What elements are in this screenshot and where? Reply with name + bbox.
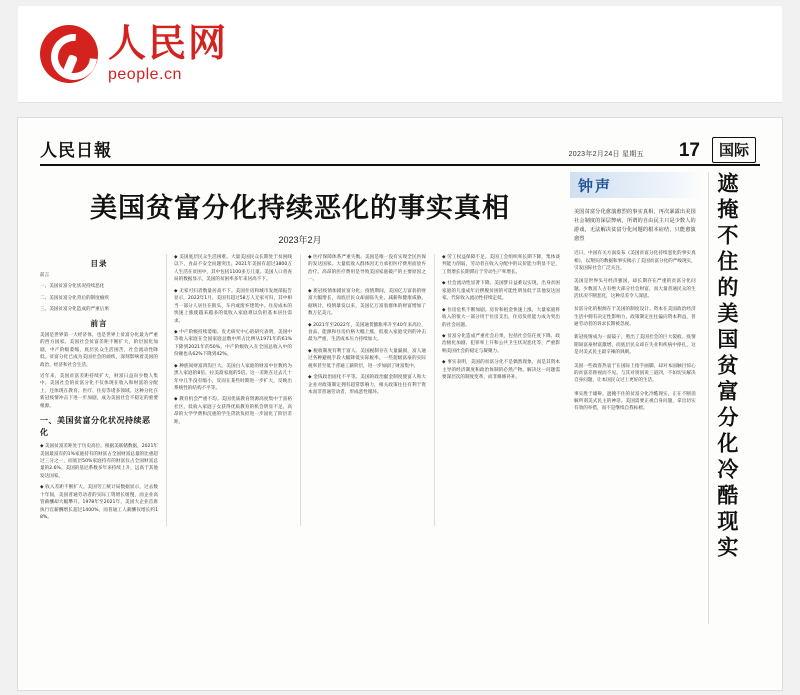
masthead-title: 人民日報 [40, 141, 112, 161]
article-paragraph: ◆ 美国贫富差距处于历史高位。根据美联储数据，2021年美国最富有的1%家庭持有的财富占全国财富总量的比重超过三分之一，而底层50%家庭持有的财富仅占全国财富总量的2.6%。美国的基尼系数多年来持续上升，远高于其他发达国家。 [40, 444, 158, 479]
article-subhead: 2023年2月 [278, 235, 322, 245]
masthead-section-name: 国际 [712, 137, 756, 163]
article-paragraph: ◆ 种族间财富鸿沟巨大。美国白人家庭的财富中位数约为黑人家庭的8倍、拉美裔家庭的5倍。这一差距在过去几十年中几乎没有缩小，反而在某些时期进一步扩大，反映出系统性的结构不平等。 [174, 363, 292, 391]
main-article [40, 172, 560, 624]
article-paragraph: 近年来，美国贫富差距持续扩大，财富日益向少数人集中。美国社会的贫富分化不仅体现在收入和财富的分配上，还体现在教育、医疗、住房等诸多领域。这种分化在新冠疫情冲击下进一步加剧，成为美国社会不稳定的重要根源。 [40, 373, 158, 409]
commentary-paragraph: 事实胜于雄辩。遮掩不住的贫富分化冷酷现实，正在不断消解所谓美式民主的神话。美国需要正视自身问题，拿出切实有效的举措，而不是继续自我标榜。 [574, 391, 696, 412]
article-paragraph: ◆ 事实表明，美国的贫富分化不是偶然现象，而是其资本主导的经济制度和政治体制的必然产物。解决这一问题需要深层次的制度变革，而非修修补补。 [442, 360, 560, 381]
article-paragraph: ◆ 无家可归者数量居高不下。美国住房和城市发展部报告显示，2022年1月，美国有超过58万人无家可归，其中相当一部分人居住在街头、车内或废弃建筑中。住房成本的快速上涨使越来越多的低收入家庭难以负担基本居住需求。 [174, 288, 292, 324]
site-header [18, 6, 782, 103]
article-paragraph: ◆ 贫富分化造成严重社会后果，包括社会信任度下降、政治极化加剧、犯罪率上升和公共卫生状况恶化等，严重影响美国社会的稳定与凝聚力。 [442, 333, 560, 354]
commentary-column [570, 172, 702, 624]
section-title: 一、美国贫富分化状况持续恶化 [40, 416, 151, 438]
toc-label: 目录 [90, 259, 108, 268]
article-column [434, 254, 560, 526]
article-paragraph: ◆ 住房危机不断加剧。房价和租金快速上涨，大量家庭将收入的很大一部分用于住房支出，住房负担能力成为突出的社会问题。 [442, 307, 560, 328]
article-paragraph: ◆ 教育机会严重不均。美国优质教育资源高度集中于富裕社区，低收入家庭子女获得优质教育的机会明显不足。高昂的大学学费和沉重的学生贷款负担进一步固化了阶层差距。 [174, 397, 292, 425]
commentary-vertical-title-text: 遮掩不住的美国贫富分化冷酷现实 [714, 172, 739, 562]
article-paragraph: ◆ 医疗保障体系严重失衡。美国是唯一没有实现全民医保的发达国家。大量低收入群体因无力承担医疗费用而放弃治疗。高昂的医疗费用是导致美国家庭破产的主要原因之一。 [308, 255, 426, 283]
article-paragraph: ◆ 美国底层民众生活困难。大量美国民众长期处于贫困线以下，食品不安全问题突出。2021年美国有超过3800万人生活在贫困中，其中包括1100多万儿童。美国人口普查局的数据显示，美国的贫困率多年来居高不下。 [174, 255, 292, 283]
commentary-lead: 美国贫富分化愈演愈烈的事实真相，再次暴露出美国社会制度的深层弊病，所谓的自由民主只是少数人的游戏，无法解决贫富分化问题的根本症结，只能愈演愈烈 [574, 209, 696, 243]
toc-item: 三、美国贫富分化造成的严重后果 [40, 307, 109, 313]
commentary-banner-label: 钟声 [578, 176, 613, 195]
commentary-paragraph: 美国是世界头号经济强国，却长期存在严重的贫富分化问题。少数富人占有绝大部分社会财富，而大量普通民众的生活状况不断恶化，这种反差令人深思。 [574, 279, 696, 300]
logo-text-block [108, 21, 229, 84]
commentary-article [570, 172, 782, 624]
toc-item: 一、美国贫富分化状况持续恶化 [40, 284, 105, 290]
article-paragraph: ◆ 金钱政治固化不平等。美国的政治献金制度使富人和大企业对政策制定拥有超常影响力，相关政策往往有利于资本而非普通劳动者，形成恶性循环。 [308, 375, 426, 395]
newspaper-page [18, 118, 782, 690]
article-paragraph: ◆ 2021年至2022年，美国通货膨胀率升至40年来高位，食品、能源和住房价格大幅上涨，低收入家庭受到的冲击最为严重，生活成本压力持续加大。 [308, 322, 426, 343]
masthead-page-number: 17 [678, 140, 700, 161]
commentary-paragraph: 贫富分化的根源在于美国的制度设计。资本在美国政治经济生活中拥有决定性影响力，政策制定往往偏向资本利益，普通劳动者的诉求长期被忽视。 [574, 307, 696, 328]
newspaper-body [40, 172, 760, 624]
commentary-vertical-title [708, 172, 782, 624]
commentary-paragraph: 近日，中国有关方面发布《美国贫富分化持续恶化的事实真相》，以翔实的数据和事实揭示了美国贫富分化的严峻现实，引发国际社会广泛关注。 [574, 251, 696, 272]
article-paragraph: ◆ 中产阶级持续萎缩。皮尤研究中心的研究表明，美国中等收入家庭在全国家庭总数中所占比例从1971年的61%下降到2021年的50%。中产阶级收入在全国总收入中的份额也从62%下降到42%。 [174, 329, 292, 358]
article-paragraph: 美国是世界第一大经济体，也是世界上贫富分化最为严重的西方国家。美国社会贫富差距不断扩大，阶层固化加剧，中产阶级萎缩，底层民众生活困苦，社会流动性降低。贫富分化已成为美国社会的顽疾，深刻影响着美国的政治、经济和社会生活。 [40, 332, 158, 368]
newspaper-masthead [40, 130, 760, 166]
article-column [166, 254, 292, 526]
article-paragraph: ◆ 劳工权益保障不足。美国工会组织率长期下降，集体谈判能力削弱，劳动者在收入分配中的议价能力明显不足，工资增长长期滞后于劳动生产率增长。 [442, 255, 560, 275]
article-column [300, 254, 426, 526]
article-headline: 美国贫富分化持续恶化的事实真相 [90, 193, 510, 224]
logo-english-name: people.cn [108, 65, 182, 83]
article-paragraph: ◆ 收入差距不断扩大。美国劳工统计局数据显示，过去数十年间，美国普通劳动者的实际工资增长缓慢，而企业高管薪酬却大幅攀升。1978年至2021年，美国大企业首席执行官薪酬增长超过1400%，而普通工人薪酬仅增长约18%。 [40, 485, 158, 521]
article-paragraph: ◆ 税收制度有利于富人。美国税制存在大量漏洞，富人通过各种避税手段大幅降低实际税率。一些超级富豪的实际税率甚至低于普通工薪阶层，进一步加剧了财富集中。 [308, 348, 426, 369]
article-paragraph: ◆ 新冠疫情加剧贫富分化。疫情期间，美国亿万富翁的财富大幅增长，而底层民众却面临失业、减薪和健康威胁。据统计，疫情暴发以来，美国亿万富翁群体的财富增加了数万亿美元。 [308, 288, 426, 317]
site-logo[interactable] [40, 21, 229, 84]
article-columns [40, 254, 560, 526]
commentary-banner [570, 172, 702, 198]
foreword-label: 前言 [90, 318, 108, 328]
people-cn-logo-icon [40, 25, 98, 83]
masthead-date: 2023年2月24日 星期五 [568, 151, 644, 158]
toc-item: 二、美国贫富分化背后的制度痼疾 [40, 295, 109, 301]
article-paragraph: ◆ 社会流动性显著下降。美国梦日益难以实现，出身贫困家庭的儿童成年后摆脱贫困的可能性明显低于其他发达国家。代际收入流动性持续走低。 [442, 281, 560, 302]
commentary-paragraph: 美国一些政客热衷于在国际上指手画脚，却对本国触目惊心的贫富差距视而不见。与其对别国说三道四，不如切实解决自身问题，让本国民众过上更好的生活。 [574, 363, 696, 384]
logo-chinese-name: 人民网 [108, 21, 229, 66]
commentary-paragraph: 新冠疫情成为一面镜子，照出了美国社会的巨大裂痕。疫情期间富豪财富激增，而底层民众却在失业和疾病中挣扎，这是对美式民主最辛辣的讽刺。 [574, 335, 696, 356]
article-column [40, 254, 158, 526]
toc-item: 前言 [40, 273, 50, 278]
